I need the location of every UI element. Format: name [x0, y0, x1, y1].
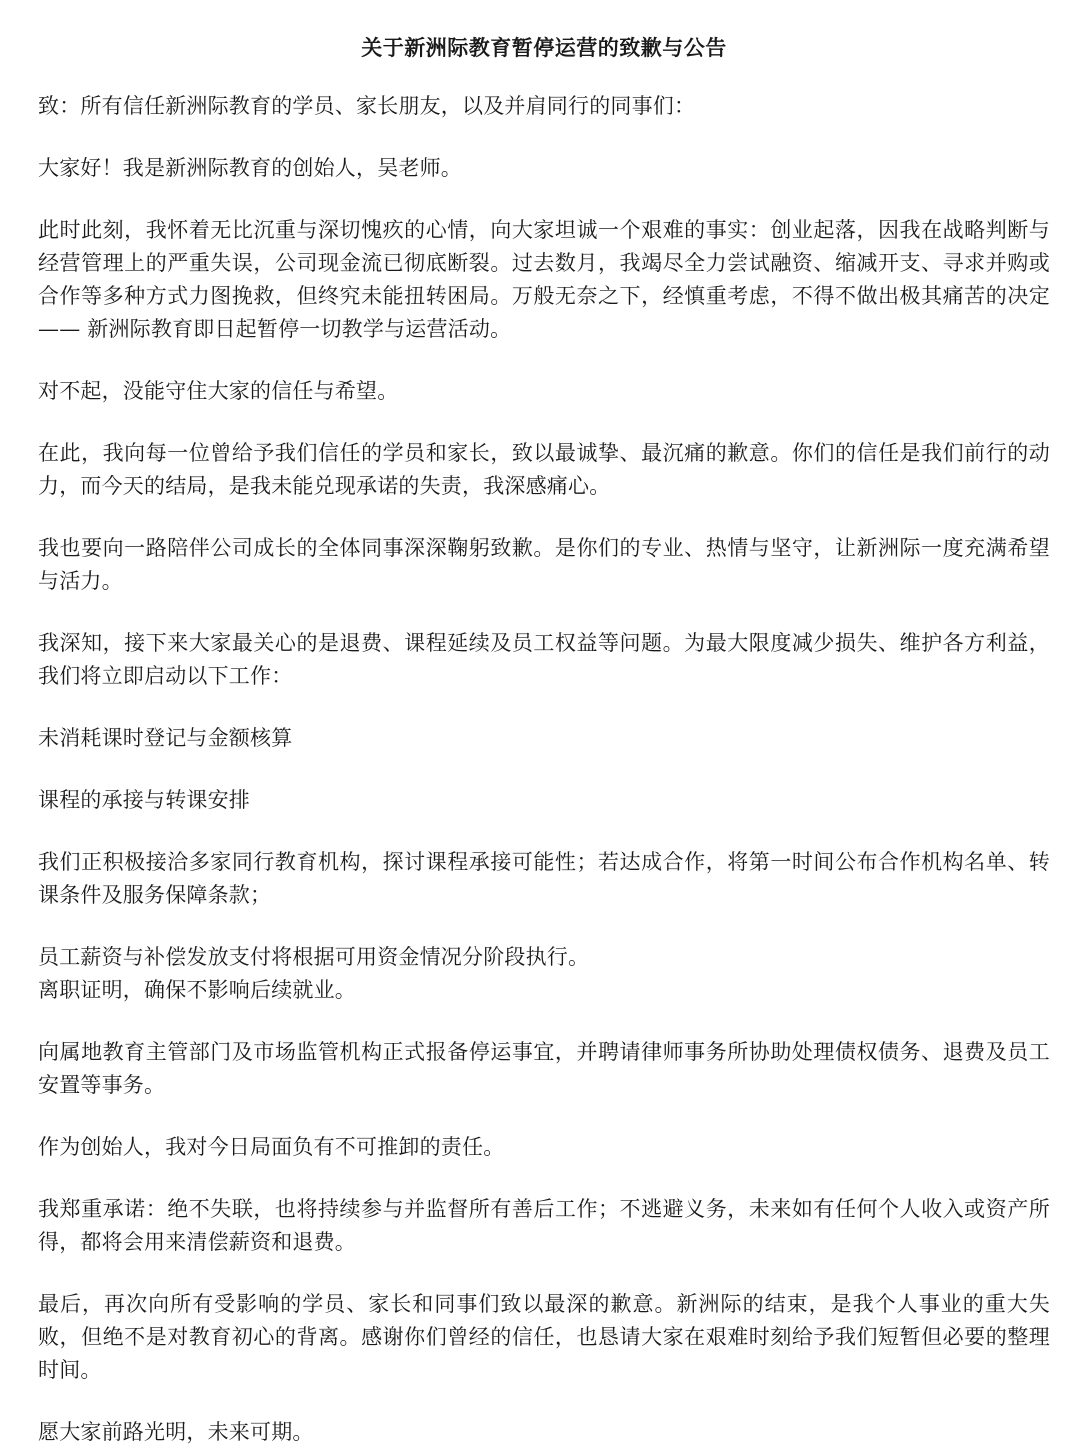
situation-paragraph: 此时此刻，我怀着无比沉重与深切愧疚的心情，向大家坦诚一个艰难的事实：创业起落，因我在战略判断与经营管理上的严重失误，公司现金流已彻底断裂。过去数月，我竭尽全力尝试融资、缩减开支、寻求并购或合作等多种方式力图挽救，但终究未能扭转困局。万般无奈之下，经慎重考虑，不得不做出极其痛苦的决定 —— 新洲际教育即日起暂停一切教学与运营活动。 [38, 218, 1050, 341]
step-resignation-certificate: 离职证明，确保不影响后续就业。 [38, 978, 356, 1002]
responsibility-statement: 作为创始人，我对今日局面负有不可推卸的责任。 [38, 1135, 505, 1159]
apology-line: 对不起，没能守住大家的信任与希望。 [38, 379, 399, 403]
document-title: 关于新洲际教育暂停运营的致歉与公告 [361, 35, 727, 60]
salutation: 致：所有信任新洲际教育的学员、家长朋友，以及并肩同行的同事们： [38, 94, 696, 118]
step-regulatory-filing: 向属地教育主管部门及市场监管机构正式报备停运事宜，并聘请律师事务所协助处理债权债务、退费及员工安置等事务。 [38, 1040, 1050, 1097]
apology-to-colleagues-paragraph: 我也要向一路陪伴公司成长的全体同事深深鞠躬致歉。是你们的专业、热情与坚守，让新洲际一度充满希望与活力。 [38, 536, 1050, 593]
step-staff-salary: 员工薪资与补偿发放支付将根据可用资金情况分阶段执行。 [38, 945, 590, 969]
course-transfer-detail-paragraph: 我们正积极接洽多家同行教育机构，探讨课程承接可能性；若达成合作，将第一时间公布合作机构名单、转课条件及服务保障条款； [38, 850, 1050, 907]
apology-to-students-paragraph: 在此，我向每一位曾给予我们信任的学员和家长，致以最诚挚、最沉痛的歉意。你们的信任是我们前行的动力，而今天的结局，是我未能兑现承诺的失责，我深感痛心。 [38, 441, 1050, 498]
closing-apology-paragraph: 最后，再次向所有受影响的学员、家长和同事们致以最深的歉意。新洲际的结束，是我个人事业的重大失败，但绝不是对教育初心的背离。感谢你们曾经的信任，也恳请大家在艰难时刻给予我们短暂但必要的整理时间。 [38, 1292, 1050, 1382]
greeting-paragraph: 大家好！我是新洲际教育的创始人，吴老师。 [38, 156, 462, 180]
next-steps-intro-paragraph: 我深知，接下来大家最关心的是退费、课程延续及员工权益等问题。为最大限度减少损失、维护各方利益，我们将立即启动以下工作： [38, 631, 1050, 688]
step-course-transfer: 课程的承接与转课安排 [38, 788, 250, 812]
commitment-paragraph: 我郑重承诺：绝不失联，也将持续参与并监督所有善后工作；不逃避义务，未来如有任何个人收入或资产所得，都将会用来清偿薪资和退费。 [38, 1197, 1050, 1254]
closing-wish: 愿大家前路光明，未来可期。 [38, 1420, 314, 1444]
step-refund-registration: 未消耗课时登记与金额核算 [38, 726, 293, 750]
